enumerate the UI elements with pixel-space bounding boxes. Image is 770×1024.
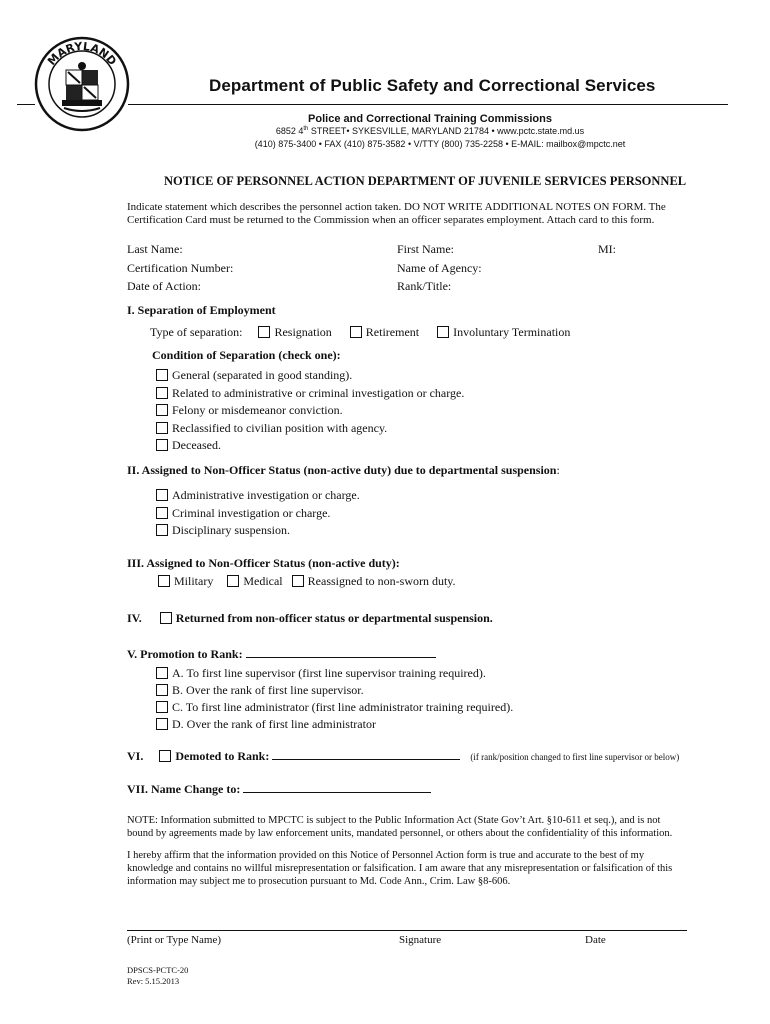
promotion-rank-blank[interactable] (246, 647, 436, 658)
suspension-item (156, 523, 290, 538)
promotion-c-label: C. To first line administrator (first line administrator training required). (172, 700, 514, 714)
header-left-rule (17, 104, 35, 105)
section-2-heading-text: II. Assigned to Non-Officer Status (non-active duty) due to departmental suspension (127, 463, 557, 477)
section-2-heading-colon: : (556, 463, 560, 477)
promotion-item (156, 666, 486, 681)
section-6-number: VI. (127, 749, 144, 763)
agency-name-field[interactable]: Name of Agency: (397, 261, 482, 275)
admin-investigation-label: Administrative investigation or charge. (172, 488, 360, 502)
promotion-d-label: D. Over the rank of first line administrator (172, 717, 376, 731)
returned-checkbox[interactable] (160, 612, 172, 624)
demoted-note: (if rank/position changed to first line supervisor or below) (470, 752, 680, 762)
condition-item (156, 421, 387, 436)
involuntary-termination-label: Involuntary Termination (453, 325, 571, 339)
mi-field[interactable]: MI: (598, 242, 616, 256)
note-line-1: NOTE: Information submitted to MPCTC is subject to the Public Information Act (State Gov’t Art. §10-611 et seq.), and is not (127, 815, 661, 826)
condition-item (156, 368, 352, 383)
resignation-checkbox[interactable] (258, 326, 270, 338)
address-suffix: th (303, 126, 309, 132)
header-contact: (410) 875-3400 • FAX (410) 875-3582 • V/TTY (800) 735-2258 • E-MAIL: mailbox@mpctc.net (254, 139, 626, 149)
promotion-item (156, 717, 376, 732)
condition-item (156, 386, 464, 401)
name-change-blank[interactable] (243, 782, 431, 793)
medical-label: Medical (243, 574, 283, 588)
promotion-c-checkbox[interactable] (156, 701, 168, 713)
signature-line[interactable] (127, 930, 687, 931)
rank-title-field[interactable]: Rank/Title: (397, 279, 452, 293)
print-name-label: (Print or Type Name) (127, 934, 222, 946)
demoted-checkbox[interactable] (159, 750, 171, 762)
promotion-a-checkbox[interactable] (156, 667, 168, 679)
promotion-a-label: A. To first line supervisor (first line supervisor training required). (172, 666, 486, 680)
promotion-b-checkbox[interactable] (156, 684, 168, 696)
condition-felony-checkbox[interactable] (156, 404, 168, 416)
affirm-line-1: I hereby affirm that the information provided on this Notice of Personnel Action form is true and accurate to the best of my (127, 850, 645, 861)
section-1-heading: I. Separation of Employment (127, 303, 276, 317)
involuntary-termination-checkbox[interactable] (437, 326, 449, 338)
affirm-line-2: knowledge and contains no willful misrepresentation or falsification. I am aware that any misrepresentation or falsification of this (127, 863, 673, 874)
disciplinary-suspension-label: Disciplinary suspension. (172, 523, 290, 537)
address-rest: STREET• SYKESVILLE, MARYLAND 21784 • www.pctc.state.md.us (308, 126, 585, 136)
section-6-row (127, 749, 679, 764)
seal-top-text: MARYLAND (45, 39, 119, 68)
demoted-rank-blank[interactable] (272, 749, 460, 760)
promotion-d-checkbox[interactable] (156, 718, 168, 730)
revision-date: Rev: 5.15.2013 (127, 976, 180, 986)
non-active-duty-row (158, 574, 456, 589)
promotion-b-label: B. Over the rank of first line supervisor. (172, 683, 364, 697)
demoted-label: Demoted to Rank: (175, 749, 270, 763)
retirement-label: Retirement (365, 325, 420, 339)
admin-investigation-checkbox[interactable] (156, 489, 168, 501)
condition-general-checkbox[interactable] (156, 369, 168, 381)
condition-investigation-label: Related to administrative or criminal investigation or charge. (172, 386, 465, 400)
section-4-number: IV. (127, 611, 142, 625)
address-number: 6852 4 (275, 126, 304, 136)
header-subtitle: Police and Correctional Training Commissions (308, 113, 552, 125)
promotion-item (156, 683, 364, 698)
condition-felony-label: Felony or misdemeanor conviction. (172, 403, 343, 417)
first-name-field[interactable]: First Name: (397, 242, 454, 256)
section-2-heading (127, 463, 560, 478)
condition-deceased-checkbox[interactable] (156, 439, 168, 451)
military-checkbox[interactable] (158, 575, 170, 587)
page-title: Department of Public Safety and Correctional Services (209, 76, 656, 95)
separation-type-row (150, 325, 570, 340)
suspension-item (156, 488, 360, 503)
instructions-line-1: Indicate statement which describes the personnel action taken. DO NOT WRITE ADDITIONAL NOTES ON FORM. The (127, 201, 666, 213)
condition-item (156, 438, 221, 453)
condition-heading: Condition of Separation (check one): (152, 348, 341, 362)
section-7-row (127, 782, 431, 797)
retirement-checkbox[interactable] (350, 326, 362, 338)
reassigned-label: Reassigned to non-sworn duty. (307, 574, 456, 588)
criminal-investigation-checkbox[interactable] (156, 507, 168, 519)
condition-reclassified-label: Reclassified to civilian position with agency. (172, 421, 388, 435)
section-3-heading: III. Assigned to Non-Officer Status (non-active duty): (127, 556, 400, 570)
disciplinary-suspension-checkbox[interactable] (156, 524, 168, 536)
condition-deceased-label: Deceased. (172, 438, 221, 452)
certification-number-field[interactable]: Certification Number: (127, 261, 234, 275)
signature-label: Signature (399, 934, 442, 946)
header-rule (128, 104, 728, 105)
section-4-row (127, 611, 493, 626)
condition-investigation-checkbox[interactable] (156, 387, 168, 399)
separation-type-label: Type of separation: (150, 325, 243, 339)
section-5-heading (127, 647, 436, 662)
promotion-label: V. Promotion to Rank: (127, 647, 243, 661)
notice-title: NOTICE OF PERSONNEL ACTION DEPARTMENT OF JUVENILE SERVICES PERSONNEL (164, 174, 687, 188)
condition-item (156, 403, 343, 418)
reassigned-checkbox[interactable] (292, 575, 304, 587)
name-change-label: VII. Name Change to: (127, 782, 241, 796)
returned-label: Returned from non-officer status or departmental suspension. (175, 611, 493, 625)
affirm-line-3: information may subject me to prosecution pursuant to Md. Code Ann., Crim. Law §8-606. (127, 876, 511, 887)
promotion-item (156, 700, 513, 715)
date-of-action-field[interactable]: Date of Action: (127, 279, 201, 293)
last-name-field[interactable]: Last Name: (127, 242, 183, 256)
instructions-line-2: Certification Card must be returned to the Commission when an officer separates employment. Attach card to this form. (127, 214, 655, 226)
resignation-label: Resignation (274, 325, 332, 339)
note-line-2: bound by agreements made by law enforcement units, mandated personnel, or others about the confidentiality of this information. (127, 828, 673, 839)
suspension-item (156, 506, 330, 521)
criminal-investigation-label: Criminal investigation or charge. (172, 506, 331, 520)
medical-checkbox[interactable] (227, 575, 239, 587)
form-id: DPSCS-PCTC-20 (127, 965, 189, 975)
date-label: Date (585, 934, 606, 946)
condition-general-label: General (separated in good standing). (172, 368, 353, 382)
military-label: Military (174, 574, 214, 588)
condition-reclassified-checkbox[interactable] (156, 422, 168, 434)
header-address (0, 126, 770, 136)
